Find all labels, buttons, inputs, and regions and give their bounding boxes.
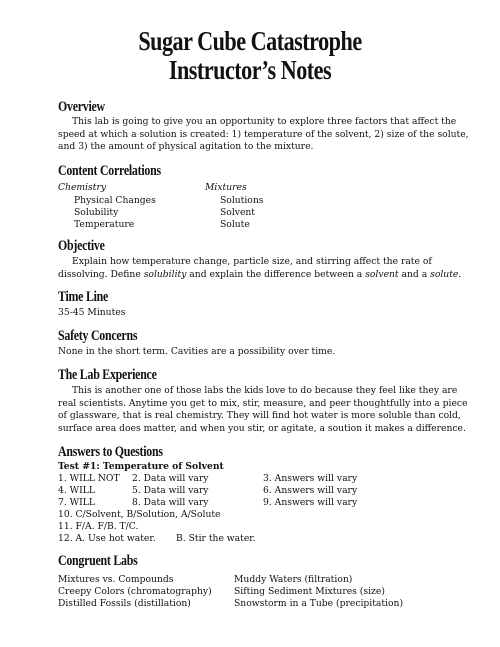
answer-item: 8. Data will vary bbox=[132, 497, 209, 508]
answer-item: 3. Answers will vary bbox=[263, 473, 358, 484]
answer-item: 11. F/A. F/B. T/C. bbox=[58, 521, 139, 532]
objective-text: Explain how temperature change, particle size, and stirring affect the rate of dissolving. Define solubility and explain the difference between a solvent and a solute. bbox=[58, 256, 462, 280]
mixtures-label: Mixtures bbox=[205, 182, 247, 193]
mixtures-item: Solute bbox=[220, 219, 250, 230]
mixtures-item: Solutions bbox=[220, 195, 264, 206]
answer-item: 12. A. Use hot water. bbox=[58, 533, 156, 544]
overview-text: This lab is going to give you an opportunity to explore three factors that affect the speed at which a solution is created: 1) temperature of the solvent, 2) size of the solute, and 3) the amount of physical agitation to the mixture. bbox=[58, 116, 469, 152]
lab-experience-heading: The Lab Experience bbox=[58, 367, 157, 383]
chemistry-item: Temperature bbox=[74, 219, 135, 230]
chemistry-item: Physical Changes bbox=[74, 195, 156, 206]
mixtures-item: Solvent bbox=[220, 207, 256, 218]
answer-item: 1. WILL NOT bbox=[58, 473, 120, 484]
timeline-text: 35-45 Minutes bbox=[58, 307, 126, 318]
congruent-lab-item: Sifting Sediment Mixtures (size) bbox=[234, 586, 385, 597]
congruent-lab-item: Snowstorm in a Tube (precipitation) bbox=[234, 598, 404, 609]
answer-item: 9. Answers will vary bbox=[263, 497, 358, 508]
congruent-labs-heading: Congruent Labs bbox=[58, 553, 138, 569]
chemistry-label: Chemistry bbox=[58, 182, 107, 193]
congruent-lab-item: Creepy Colors (chromatography) bbox=[58, 586, 212, 597]
overview-heading: Overview bbox=[58, 99, 105, 115]
answer-item: 5. Data will vary bbox=[132, 485, 209, 496]
answer-item: 10. C/Solvent, B/Solution, A/Solute bbox=[58, 509, 221, 520]
safety-text: None in the short term. Cavities are a possibility over time. bbox=[58, 346, 336, 357]
answer-item: 6. Answers will vary bbox=[263, 485, 358, 496]
congruent-lab-item: Muddy Waters (filtration) bbox=[234, 574, 353, 585]
answer-item: 7. WILL bbox=[58, 497, 95, 508]
answer-item: B. Stir the water. bbox=[176, 533, 256, 544]
congruent-lab-item: Distilled Fossils (distillation) bbox=[58, 598, 191, 609]
test-title: Test #1: Temperature of Solvent bbox=[58, 461, 224, 472]
answer-item: 4. WILL bbox=[58, 485, 95, 496]
answer-item: 2. Data will vary bbox=[132, 473, 209, 484]
objective-heading: Objective bbox=[58, 238, 105, 254]
content-correlations-heading: Content Correlations bbox=[58, 163, 161, 179]
page-subtitle: Instructor’s Notes bbox=[168, 55, 332, 85]
page-title: Sugar Cube Catastrophe bbox=[138, 26, 362, 56]
lab-experience-text: This is another one of those labs the kids love to do because they feel like they are real scientists. Anytime you get to mix, stir, measure, and peer thoughtfully into a piece of glassware, that is real chemistry. They will find hot water is more soluble than cold, surface area does matter, and when you stir, or agitate, a soution it makes a difference. bbox=[58, 385, 468, 434]
congruent-lab-item: Mixtures vs. Compounds bbox=[58, 574, 174, 585]
safety-heading: Safety Concerns bbox=[58, 328, 138, 344]
chemistry-item: Solubility bbox=[74, 207, 119, 218]
timeline-heading: Time Line bbox=[58, 289, 109, 305]
answers-heading: Answers to Questions bbox=[58, 444, 163, 460]
